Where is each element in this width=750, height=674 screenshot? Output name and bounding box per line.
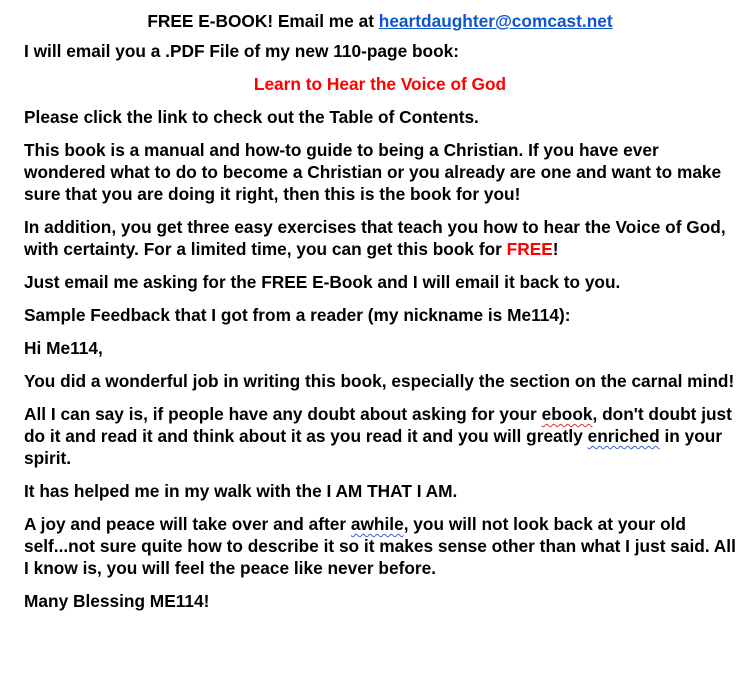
feedback-paragraph-2	[24, 403, 736, 469]
feedback-paragraph-4	[24, 513, 736, 579]
feedback-signoff: Many Blessing ME114!	[24, 591, 210, 611]
feedback-paragraph-3: It has helped me in my walk with the I AM THAT I AM.	[24, 481, 458, 501]
spellcheck-word-ebook: ebook	[541, 404, 593, 424]
intro-line: I will email you a .PDF File of my new 110-page book:	[24, 41, 460, 61]
exercises-end: !	[552, 239, 559, 259]
feedback-paragraph-1: You did a wonderful job in writing this book, especially the section on the carnal mind!	[24, 371, 735, 391]
feedback-p4-text-a: A joy and peace will take over and after	[24, 514, 351, 534]
grammar-word-enriched: enriched	[587, 426, 660, 446]
feedback-p4-text-b: , you will not look back at your old self...not sure quite how to describe it so it makes sense other than what I just said. All I know is, you will feel the peace like never before.	[24, 514, 736, 578]
feedback-p2-text-b: , don't doubt just do it and read it and think about it as you read it and you will greatly	[24, 404, 732, 446]
feedback-greeting: Hi Me114,	[24, 338, 103, 358]
feedback-p2-text-c: in your spirit.	[24, 426, 723, 468]
header-title-text: FREE E-BOOK! Email me at	[147, 11, 379, 31]
grammar-word-awhile: awhile	[350, 514, 404, 534]
exercises-text: In addition, you get three easy exercises that teach you how to hear the Voice of God, with certainty. For a limited time, you can get this book for	[24, 217, 726, 259]
email-link[interactable]: heartdaughter@comcast.net	[378, 11, 613, 31]
feedback-p2-text-a: All I can say is, if people have any doubt about asking for your	[24, 404, 542, 424]
exercises-paragraph	[24, 216, 736, 260]
email-request-paragraph: Just email me asking for the FREE E-Book and I will email it back to you.	[24, 272, 621, 292]
toc-paragraph: Please click the link to check out the Table of Contents.	[24, 107, 479, 127]
manual-paragraph: This book is a manual and how-to guide to being a Christian. If you have ever wondered what to do to become a Christian or you already are one and want to make sure that you are doing it right, then this is the book for you!	[24, 140, 722, 204]
header-line	[24, 10, 736, 32]
feedback-intro-paragraph: Sample Feedback that I got from a reader (my nickname is Me114):	[24, 305, 571, 325]
free-highlight: FREE	[506, 239, 553, 259]
book-title-link[interactable]: Learn to Hear the Voice of God	[253, 74, 507, 94]
